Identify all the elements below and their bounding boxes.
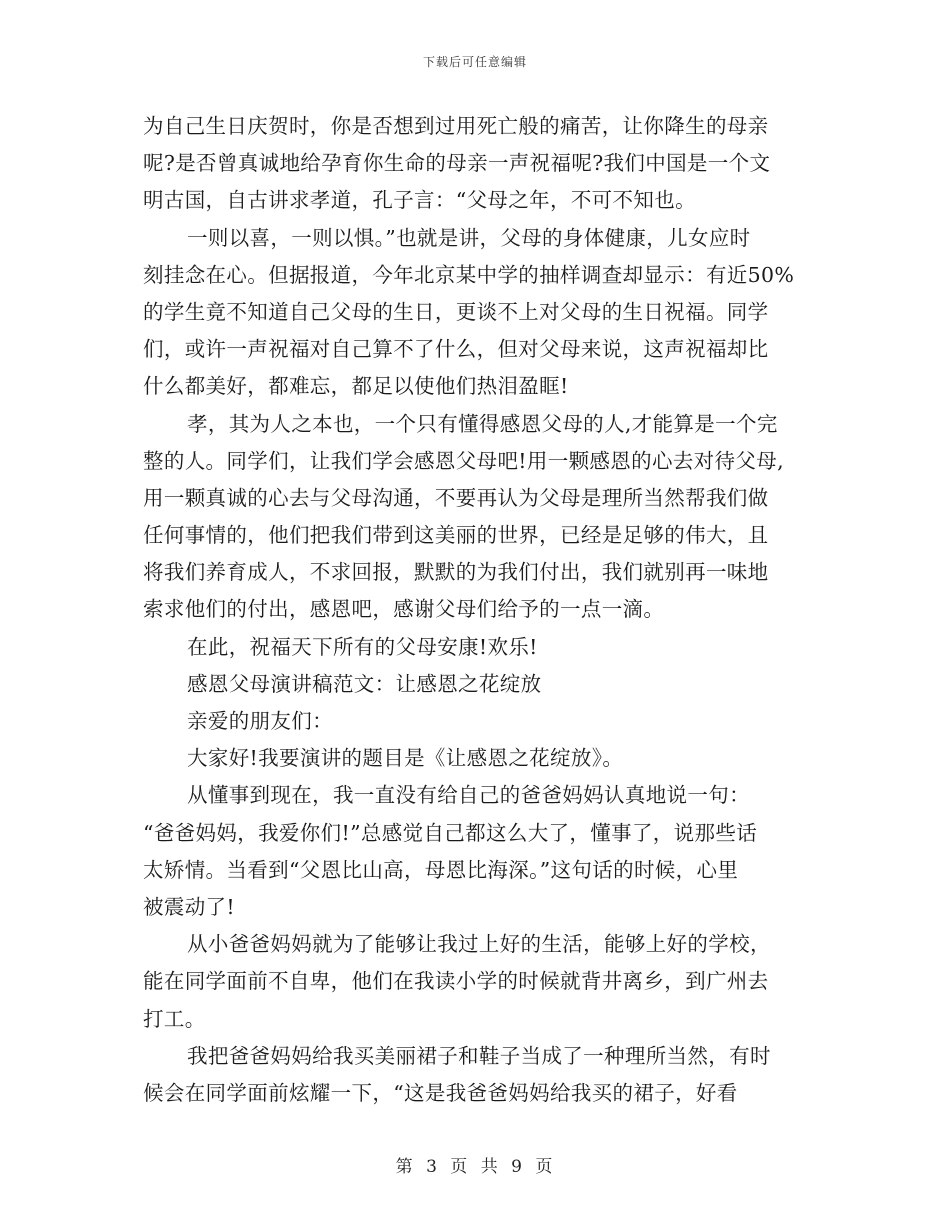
text-line: 亲爱的朋友们： <box>187 709 333 733</box>
text-line: 打工。 <box>143 1006 206 1031</box>
text-line: 刻挂念在心。但据报道，今年北京某中学的抽样调查却显示：有近50% <box>143 262 795 287</box>
text-line: 太矫情。当看到“父恩比山高，母恩比海深。”这句话的时候，心里 <box>143 857 739 882</box>
text-line: 索求他们的付出，感恩吧，感谢父母们给予的一点一滴。 <box>143 597 665 622</box>
text-line: 们，或许一声祝福对自己算不了什么，但对父母来说，这声祝福却比 <box>143 337 769 362</box>
page-header: 下载后可任意编辑 <box>422 55 527 69</box>
text-line: 候会在同学面前炫耀一下，“这是我爸爸妈妈给我买的裙子，好看 <box>143 1080 738 1105</box>
text-line: 什么都美好，都难忘，都足以使他们热泪盈眶! <box>143 374 569 399</box>
text-line: 一则以喜，一则以惧。”也就是讲，父母的身体健康，儿女应时 <box>187 225 751 250</box>
text-line: 大家好!我要演讲的题目是《让感恩之花绽放》。 <box>187 746 624 771</box>
text-line: 从小爸爸妈妈就为了能够让我过上好的生活，能够上好的学校， <box>187 932 771 957</box>
text-line: “爸爸妈妈，我爱你们!”总感觉自己都这么大了，懂事了，说那些话 <box>143 820 758 845</box>
page-footer: 第 3 页 共 9 页 <box>395 1157 555 1177</box>
text-line: 我把爸爸妈妈给我买美丽裙子和鞋子当成了一种理所当然，有时 <box>187 1043 771 1068</box>
text-line: 从懂事到现在，我一直没有给自己的爸爸妈妈认真地说一句： <box>187 783 750 808</box>
text-line: 的学生竟不知道自己父母的生日，更谈不上对父母的生日祝福。同学 <box>143 299 769 324</box>
text-line: 整的人。同学们，让我们学会感恩父母吧!用一颗感恩的心去对待父母, <box>143 448 784 473</box>
text-line: 任何事情的，他们把我们带到这美丽的世界，已经是足够的伟大，且 <box>143 523 769 548</box>
text-line: 将我们养育成人，不求回报，默默的为我们付出，我们就别再一味地 <box>143 560 769 585</box>
text-line: 感恩父母演讲稿范文：让感恩之花绽放 <box>187 671 542 696</box>
body-text <box>143 108 811 1112</box>
text-line: 在此，祝福天下所有的父母安康!欢乐! <box>187 634 538 659</box>
text-line: 为自己生日庆贺时，你是否想到过用死亡般的痛苦，让你降生的母亲 <box>143 114 769 138</box>
text-line: 能在同学面前不自卑，他们在我读小学的时候就背井离乡，到广州去 <box>143 969 769 994</box>
text-line: 呢?是否曾真诚地给孕育你生命的母亲一声祝福呢?我们中国是一个文 <box>143 151 771 176</box>
text-line: 孝，其为人之本也，一个只有懂得感恩父母的人,才能算是一个完 <box>187 411 778 436</box>
text-line: 被震动了! <box>143 894 235 919</box>
text-line: 用一颗真诚的心去与父母沟通，不要再认为父母是理所当然帮我们做 <box>143 485 769 510</box>
text-line: 明古国，自古讲求孝道，孔子言：“父母之年，不可不知也。 <box>143 188 696 213</box>
